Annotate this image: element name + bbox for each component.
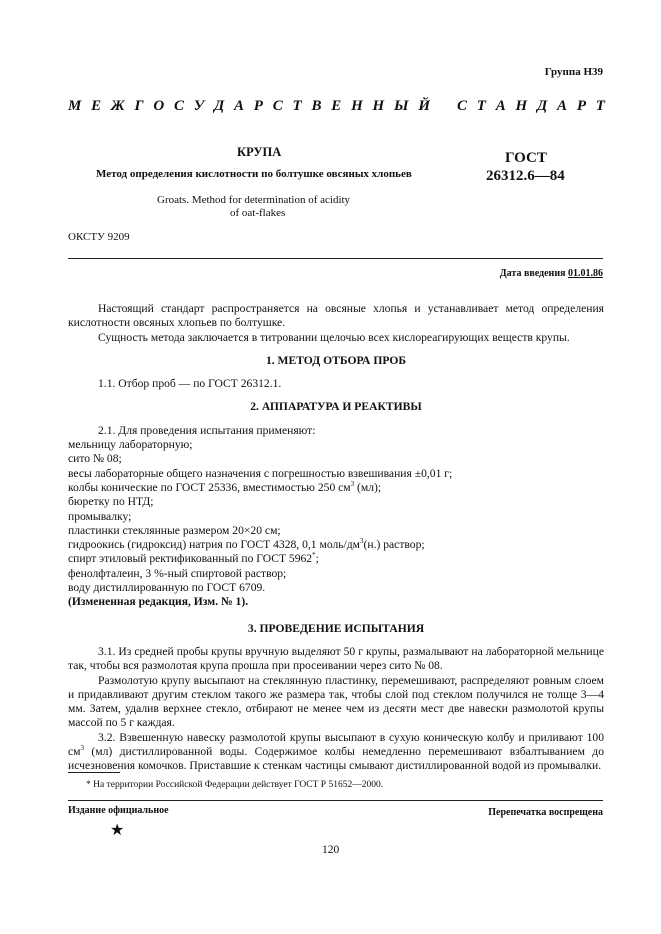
document-subject: КРУПА xyxy=(237,145,282,159)
list-item: гидроокись (гидроксид) натрия по ГОСТ 4328, 0,1 моль/$дм^3(н.)$ раствор; xyxy=(68,537,425,552)
section-heading: 2. АППАРАТУРА И РЕАКТИВЫ xyxy=(250,400,422,414)
gost-number: 26312.6—84 xyxy=(486,168,565,184)
footer-divider xyxy=(68,800,603,801)
interstate-letter: Й xyxy=(418,98,430,114)
effective-date-label: Дата введения xyxy=(499,268,568,279)
list-item: колбы конические по ГОСТ 25336, вместимостью 250 $см^3$ (мл); xyxy=(68,480,382,494)
interstate-letter: Г xyxy=(134,98,144,114)
section-heading: 3. ПРОВЕДЕНИЕ ИСПЫТАНИЯ xyxy=(247,621,425,635)
interstate-word xyxy=(68,98,430,115)
clause-3-1-continued: Размолотую крупу высыпают на стеклянную пластинку, перемешивают, распределяют ровным слоем и придавливают другим стеклом такого же размера так, чтобы слой под стеклом получился не толще 3—4 мм. Затем, удалив верхнее стекло, отбирают не менее чем из десяти мест две навески размолотой крупы массой по 5 г каждая. xyxy=(68,673,604,730)
footnote: * На территории Российской Федерации действует ГОСТ Р 51652—2000. xyxy=(86,780,384,790)
standard-letter: А xyxy=(495,98,506,114)
standard-letter: Д xyxy=(537,98,548,114)
clause-3-1: 3.1. Из средней пробы крупы вручную выделяют 50 г крупы, размалывают на лабораторной мельнице так, чтобы вся размолотая крупа прошла при просеивании через сито № 08. xyxy=(68,644,604,673)
list-item: сито № 08; xyxy=(68,452,122,466)
clause-1-1: 1.1. Отбор проб — по ГОСТ 26312.1. xyxy=(98,377,282,391)
interstate-letter: А xyxy=(234,98,245,114)
amendment-note: (Измененная редакция, Изм. № 1). xyxy=(68,595,249,609)
list-item: весы лабораторные общего назначения с погрешностью взвешивания ±0,01 г; xyxy=(68,466,453,480)
clause-3-2: 3.2. Взвешенную навеску размолотой крупы высыпают в сухую коническую колбу и приливают 100 $см^3$ (мл) дистиллированной воды. Содержимое колбы немедленно перемешивают взбалтыванием до исчезновения комочков. Приставшие к стенкам частицы смывают дистиллированной водой из промывалки. xyxy=(68,730,604,773)
standard-type-heading xyxy=(68,98,605,115)
header-divider xyxy=(68,258,603,259)
interstate-letter: О xyxy=(153,98,165,114)
english-title-line2: of oat-flakes xyxy=(230,207,286,219)
effective-date xyxy=(500,268,603,279)
effective-date-value: 01.01.86 xyxy=(568,268,603,279)
list-item: бюретку по НТД; xyxy=(68,495,154,509)
star-icon: ★ xyxy=(110,822,125,839)
standard-letter: Т xyxy=(476,98,486,114)
list-item: фенолфталеин, 3 %-ный спиртовой раствор; xyxy=(68,566,287,580)
interstate-letter: Ы xyxy=(394,98,409,114)
interstate-letter: С xyxy=(173,98,184,114)
interstate-letter: Ж xyxy=(110,98,125,114)
interstate-letter: С xyxy=(272,98,283,114)
equipment-list xyxy=(68,438,604,610)
clause-2-1: 2.1. Для проведения испытания применяют: xyxy=(98,423,316,437)
standard-word xyxy=(457,98,605,115)
interstate-letter: У xyxy=(193,98,205,114)
standard-letter: А xyxy=(557,98,568,114)
standard-letter: Р xyxy=(576,98,586,114)
gost-label: ГОСТ xyxy=(505,150,547,166)
standard-letter: Т xyxy=(595,98,605,114)
interstate-letter: В xyxy=(311,98,322,114)
standard-letter: С xyxy=(457,98,468,114)
standard-letter: Н xyxy=(515,98,528,114)
reprint-notice: Перепечатка воспрещена xyxy=(488,807,603,818)
list-item: пластинки стеклянные размером 20×20 см; xyxy=(68,523,281,537)
intro-paragraph: Настоящий стандарт распространяется на овсяные хлопья и устанавливает метод определения кислотности овсяных хлопьев по болтушке. xyxy=(68,302,604,330)
document-body xyxy=(68,302,604,774)
interstate-letter: Н xyxy=(372,98,385,114)
list-item: воду дистиллированную по ГОСТ 6709. xyxy=(68,581,266,595)
interstate-letter: Е xyxy=(91,98,102,114)
document-title: Метод определения кислотности по болтушке овсяных хлопьев xyxy=(96,168,412,180)
page-number: 120 xyxy=(322,844,340,856)
list-item: промывалку; xyxy=(68,509,132,523)
interstate-letter: Е xyxy=(331,98,342,114)
interstate-letter: Р xyxy=(253,98,263,114)
interstate-letter: М xyxy=(68,98,82,114)
interstate-letter: Т xyxy=(292,98,302,114)
interstate-letter: Н xyxy=(351,98,363,114)
interstate-letter: Д xyxy=(213,98,225,114)
english-title-line1: Groats. Method for determination of acidity xyxy=(157,194,351,206)
footnote-divider xyxy=(68,772,120,773)
section-heading: 1. МЕТОД ОТБОРА ПРОБ xyxy=(265,353,407,367)
list-item: мельницу лабораторную; xyxy=(68,438,193,452)
list-item: спирт этиловый ректификованный по ГОСТ 5962*; xyxy=(68,551,319,566)
intro-paragraph: Сущность метода заключается в титровании щелочью всех кислореагирующих веществ крупы. xyxy=(98,330,570,344)
okstu-code: ОКСТУ 9209 xyxy=(68,231,130,243)
group-code: Группа Н39 xyxy=(544,66,603,78)
publication-label: Издание официальное xyxy=(68,805,169,816)
